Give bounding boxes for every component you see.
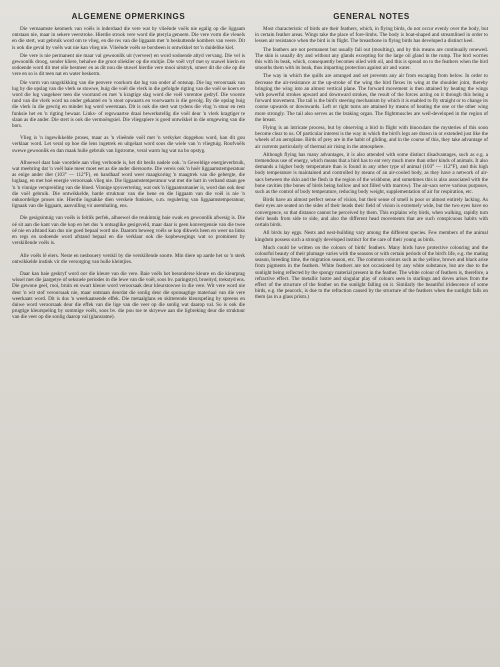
english-paragraph-wings: The way in which the quills are arranged and set prevents any air from escaping from below. In order to decrease the air-resistance at the up-stroke of the wing the bird flexes its wing at the shoulder joint, thereby bringing the wing into an almost vertical plane. The forward movement is then attained by beating the wings with powerful strokes upward and downward strokes, the result of the forces acting on it through this being a forward movement. The tail is the bird's steering mechanism by which it is enabled to fly straight or to change its course upwards or downwards. Left or right turns are attained by means of beating the one or the other wing more strongly. The tail also serves as the braking organ. The flightmuscles are well-developed in the region of the breast. — [255, 73, 488, 123]
afrikaans-paragraph-colours: Daar kan baie geskryf word oor die kleure van die vere. Baie voëls het besonderse kleure en die kleurprag wissel met die jaargetye of seksuele periodes in die lewe van die voël, soos bv. paringstyd, broeityd, trekstyd ens. Die gewone geel, rooi, bruin en swart kleure word veroorsaak deur kleurstowwe in die vere. Wit vere word nie deur 'n wit stof veroorsaak nie, maar ontstaan deurdat die sonlig deur die sponsagtige materiaal van die vere weerkaats word. Dit is dus 'n weerkaatsende effek. Die metaalglans en skitterende kleurspeling by spreeus en duiwe word veroorsaak deur die effek van die lige van die veer op die sonlig wat daarop val. So is ook die prugtige kleurspeling by sommige voëls, soos bv. die pou toe te skryewe aan die ligbreking deur die struktuur van die veer op die sonlig daarop val (glansrame). — [12, 270, 245, 321]
afrikaans-paragraph-vision: Die gesigsintuig van voëls is feitlik perfek, alhoewel die reukintuig baie swak en gewoonlik afwesig is. Die oë sit aan die kant van die kop en het dus 'n ontsaglike gesigsveld, maar daar is geen konvergensie van die twee oë nie en afstand kan dus nie goed bepaal word nie. Daarom beweeg voëls se kop dikwels heen en weer na links en regs en sodoende word afstand bepaal en die verklaar ook die kopbewegings wat so prominent by verskillende voëls is. — [12, 215, 245, 247]
english-paragraph-energy: Although flying has many advantages, it is also attended with some distinct disadvantages, such as e.g. a tremendous use of energy, which means that a bird has to eat very much more than other kinds of animals. It also demands a higher body temperature than is found in any other type of animal (103° — 112°F), and this high body temperature is maintained and controlled by means of an air-cooled body, as they have a network of air-sacs between the skin and the flesh in the region of the wishbone, and sometimes this is also associated with the bone cavities (the bones of birds being hollow and not filled with marrow). The air-sacs serve various purposes, such as the control of body temperature, reducing body weight, supplementation of air for respiration, etc. — [255, 151, 488, 196]
two-column-layout — [12, 10, 488, 659]
english-paragraph-feathers: Most characteristic of birds are their feathers, which, in flying birds, do not occur evenly over the body, but in certain feather areas. Wings take the place of fore-limbs. The body is boat-shaped and streamlined in order to lessen air resistance when the bird is in flight. The breastbone in flying birds has developed a distinct keel. — [255, 26, 488, 45]
afrikaans-heading: ALGEMENE OPMERKINGS — [71, 12, 186, 21]
afrikaans-paragraph-flying: Vlieg is 'n ingewikkelde proses, maar as 'n vlieënde voël met 'n verkyker dopgehou word, kan dit gou verklaar word. Let veral op hoe die lens ingetrek en uitgelaat word soos die wiele van 'n vliegtuig. Roofvoëls swewe gewoonlik en dan maak hulle gebruik van ligstrome, veral warm lug wat na bo opstyg. — [12, 135, 245, 154]
afrikaans-paragraph-energy: Alhoewel daar baie voordele aan vlieg verbonde is, het dit beslis nadele ook. 'n Geweldige energieverbruik, wat meebring dat 'n voël baie meer moet eet as die ander diersoorte. Die vereis ook 'n hoër liggaamstemperatuur as enige ander dier (103° — 112°F), en handhaaf word weer maagkoring 'n maagtrek van die gebergte, die luglaag, en met hoë energie veroorsaak vlieg nie. Die liggaamstemperatuur wat met die hart in verband staan gee 'n 'n vinnige verspreiding van die bloed. Vinnige spysvertering, wat ook 'n liggaamsmanier is, word dan ook deur die voël gebruik. Die ontwikkelde, harde struktuur van die bene en die liggaam van die voël is nie 'n onkoordelige proses nie. Hierdie lugsakke dien verskeie funksies, o.m. regulering van liggaamstemperatuur, lignaak van die liggaam, aanvulling vir asemhaling, ens. — [12, 159, 245, 210]
english-paragraph-vision: Birds have an almost perfect sense of vision, but their sense of smell is poor or almost entirely lacking. As their eyes are seated on the sides of their heads their field of vision is extremely wide, but the two eyes have no convergence, so that distance cannot be perceived by them. This explains why birds, when walking, rapidly turn their heads from side to side, and also the different head movements that are such conspicuous habits with certain birds. — [255, 197, 488, 229]
english-column — [255, 10, 488, 659]
afrikaans-paragraph-eggs: Alle voëls lê eiers. Neste en nesbouery verskil by die verskillende soorte. Min diere op aarde het so 'n sterk ontwikkelde instink vir die versorging van hulle kleintjies. — [12, 252, 245, 265]
afrikaans-paragraph-feathers: Die vernaamste kenmerk van voëls is inderdaad die vere wat by vlieënde voëls nie egalig op die liggaam ontstaan nie, maar in sekere veerstroke. Hierdie strook vere word die pteryla genoem. Die vere vorm die vleuels en die stert, wat gebruik word om te vlieg, en die res van die liggaam met 'n beskuttende kombers van veere. Dit is ook die geval by voëls wat nie kan vlieg nie. Vlieënde voëls se borsbeen is ontwikkel tot 'n duidelike kiel. — [12, 26, 245, 51]
afrikaans-paragraph-wings: Die vorm van rangskikking van die penvere voorkom dat lug van onder af ontsnap. Die lug veroorsaak van lug by die opslag van die vlerk se stowwe, buig die voël die vlerk in die gefolgde rigting van die voël se koers en word die lug vasgekeer teen die voorrand en met 'n kragtige slag word die voël vorentoe gedryf. Die voorste rand van die vlerk word na onder gekantel en 'n stoot opwaarts en voorwaarts is die gevolg. By die opslag buig die vlerk in die gewrig en minder lug word weerstaan. Dit is ook die stert wat tydens die vlug 'n stuur en rem funksie het en 'n rigting bewaar. Links- of regswaartse draai bewerkstellig die voël deur 'n vlerk kragtiger te slaan as die ander. Die stert is ook die vermoëngsiel. Die vliegspiere is goed ontwikkel in die omgewing van die bors. — [12, 79, 245, 130]
english-heading: GENERAL NOTES — [333, 12, 410, 21]
afrikaans-column — [12, 10, 245, 659]
english-paragraph-eggs: All birds lay eggs. Nests and nest-building vary among the different species. Few members of the animal kingdom possess such a strongly developed instinct for the care of their young as birds. — [255, 230, 488, 243]
english-paragraph-colours: Much could be written on the colours of birds' feathers. Many birds have protective colouring and the colourful beauty of their plumage varies with the seasons or with certain periods of the bird's life, e.g. the mating season, breeding time, the migration season, etc. The common colours such as the yellow, brown and black arise from pigments in the feathers. White feathers are not occasioned by any white substance, but are due to the sunlight being reflected by the spongy material present in the feather. The white colour of feathers is, therefore, a refractive effect. The metallic lustre and singular play of colours seen in starlings and doves arises from the effect of the structure of the feather on the sunlight falling on it. Similarly the beautiful iridescence of some birds, e.g. the peacock, is due to the refraction caused by the structure of the feathers when the sunlight falls on them (as in a glass prism.) — [255, 244, 488, 301]
english-paragraph-moulting: The feathers are not permanent but usually fall out (moulting), and by this means are continually renewed. The skin is usually dry and without any glands excepting for the large oil gland in the rump. The bird worries this with its beak, which, consequently becomes oiled with oil, and this is spread on to the feathers when the bird smooths them with its beak, thus imparting protection against air and water. — [255, 46, 488, 72]
english-paragraph-flying: Flying is an intricate process, but by observing a bird in flight with binoculars the mysteries of this soon become clear to us. Of particular interest is the way in which the bird's legs are drawn in or extended just like the wheels of an aeroplane. Birds of prey are in the habit of gliding, and in the course of this, they take advantage of air currents particularly of thermal air rising in the atmosphere. — [255, 125, 488, 150]
afrikaans-paragraph-moulting: Die vere is nie permanent nie maar val gewoonlik uit (verveer) en word sodoende altyd vervang. Die vel is gewoonlik droog, sonder kliere, behalwe die groot olieklier op die stuitjie. Die voël vryf met sy snawel hierin en sodoende word dit met olie besmeer en as dit nou die stuwel hierdie vere mooi uitstryk, smeer dit die olie op die vere en so is dit teen nat en water beskerm. — [12, 52, 245, 78]
